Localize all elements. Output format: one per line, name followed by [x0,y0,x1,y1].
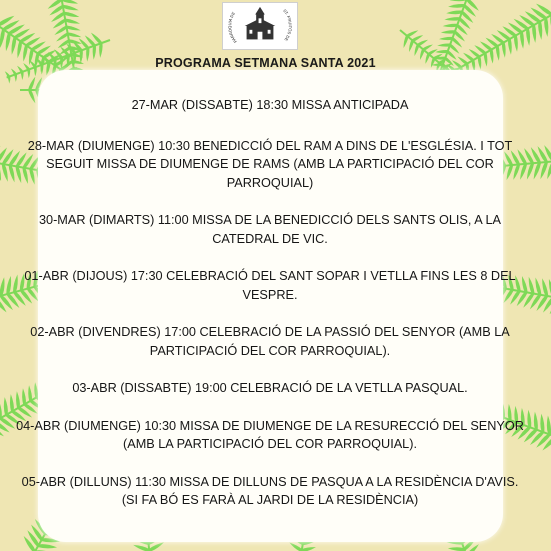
event-item: 01-ABR (DIJOUS) 17:30 CELEBRACIÓ DEL SANT SOPAR I VETLLA FINS LES 8 DEL VESPRE. [24,269,516,302]
parish-logo [222,2,298,50]
event-item: 28-MAR (DIUMENGE) 10:30 BENEDICCIÓ DEL RAM A DINS DE L'ESGLÉSIA. I TOT SEGUIT MISSA DE DIUMENGE DE RAMS (AMB LA PARTICIPACIÓ DEL COR PARROQUIAL) [27,138,513,190]
event-item: 27-MAR (DISSABTE) 18:30 MISSA ANTICIPADA [131,98,409,112]
event-item: 04-ABR (DIUMENGE) 10:30 MISSA DE DIUMENGE DE LA RESURECCIÓ DEL SENYOR (AMB LA PARTICIPACIÓ DEL COR PARROQUIAL). [16,418,524,451]
event-item: 03-ABR (DISSABTE) 19:00 CELEBRACIÓ DE LA VETLLA PASQUAL. [72,381,468,395]
svg-text:ST. FRUITÓS DE BAGES: ST. FRUITÓS DE [282,8,293,43]
event-item: 05-ABR (DILLUNS) 11:30 MISSA DE DILLUNS DE PASQUA A LA RESIDÈNCIA D'AVIS. (SI FA BÓ ES FARÀ AL JARDI DE LA RESIDÈNCIA) [21,474,519,507]
event-item: 02-ABR (DIVENDRES) 17:00 CELEBRACIÓ DE LA PASSIÓ DEL SENYOR (AMB LA PARTICIPACIÓ DEL COR PARROQUIAL). [30,325,510,358]
page-title: PROGRAMA SETMANA SANTA 2021 [155,56,376,70]
event-item: 30-MAR (DIMARTS) 11:00 MISSA DE LA BENEDICCIÓ DELS SANTS OLIS, A LA CATEDRAL DE VIC. [38,213,502,246]
svg-text:PARRÒQUIA DE: PARRÒQUIA DE [227,10,238,44]
program-list [16,96,524,529]
